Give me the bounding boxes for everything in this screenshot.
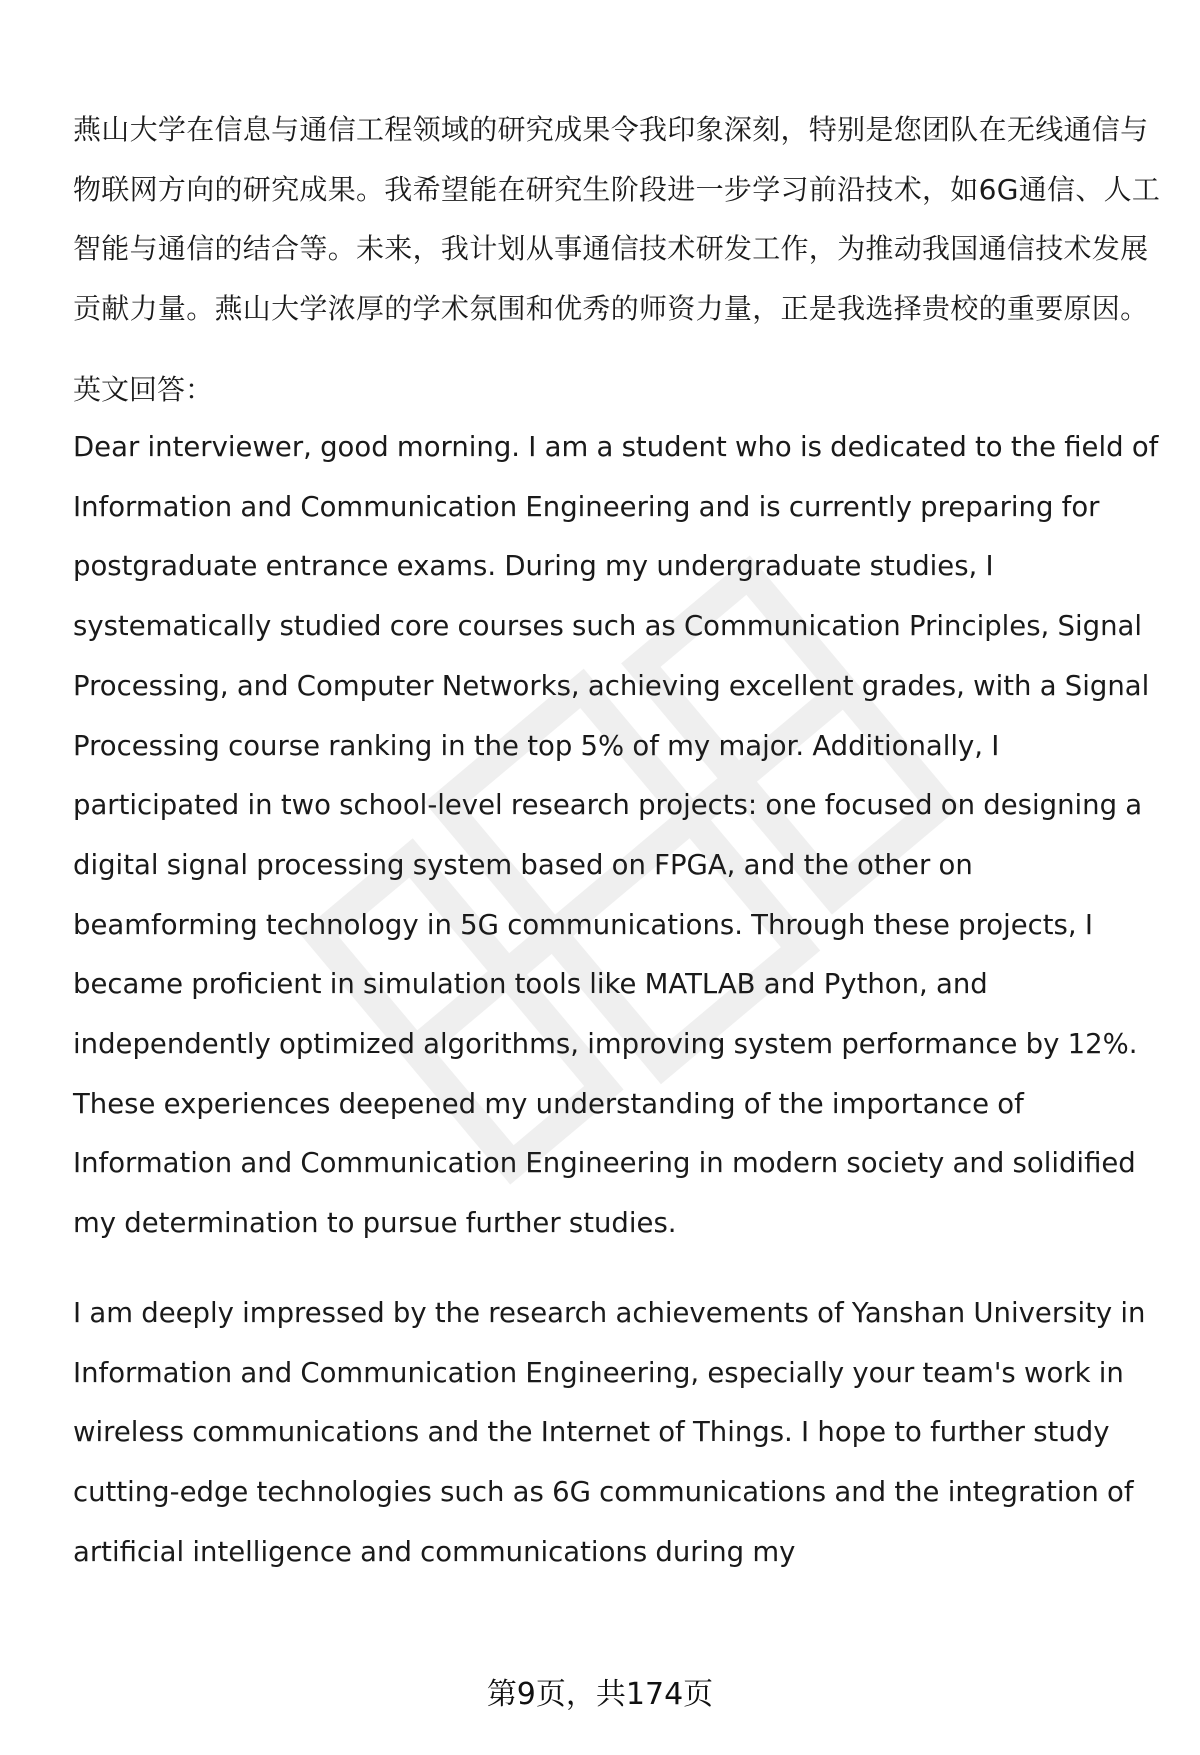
chinese-paragraph: 燕山大学在信息与通信工程领域的研究成果令我印象深刻，特别是您团队在无线通信与物联网方向的研究成果。我希望能在研究生阶段进一步学习前沿技术，如6G通信、人工智能与通信的结合等。未来，我计划从事通信技术研发工作，为推动我国通信技术发展贡献力量。燕山大学浓厚的学术氛围和优秀的师资力量，正是我选择贵校的重要原因。 [73, 113, 1161, 325]
page-number-footer: 第9页，共174页 [486, 1677, 714, 1712]
english-paragraph-1: Dear interviewer, good morning. I am a student who is dedicated to the field of Information and Communication Engineering and is currently preparing for postgraduate entrance exams. During my undergraduate studies, I systematically studied core courses such as Communication Principles, Signal Processing, and Computer Networks, achieving excellent grades, with a Signal Processing course ranking in the top 5% of my major. Additionally, I participated in two school-level research projects: one focused on designing a digital signal processing system based on FPGA, and the other on beamforming technology in 5G communications. Through these projects, I became proficient in simulation tools like MATLAB and Python, and independently optimized algorithms, improving system performance by 12%. These experiences deepened my understanding of the importance of Information and Communication Engineering in modern society and solidified my determination to pursue further studies. [73, 431, 1159, 1240]
english-paragraph-2: I am deeply impressed by the research achievements of Yanshan University in Information and Communication Engineering, especially your team's work in wireless communications and the Internet of Things. I hope to further study cutting-edge technologies such as 6G communications and the integration of artificial intelligence and communications during my [73, 1296, 1146, 1568]
english-answer-label: 英文回答： [73, 373, 214, 406]
page-content [73, 100, 1163, 1582]
